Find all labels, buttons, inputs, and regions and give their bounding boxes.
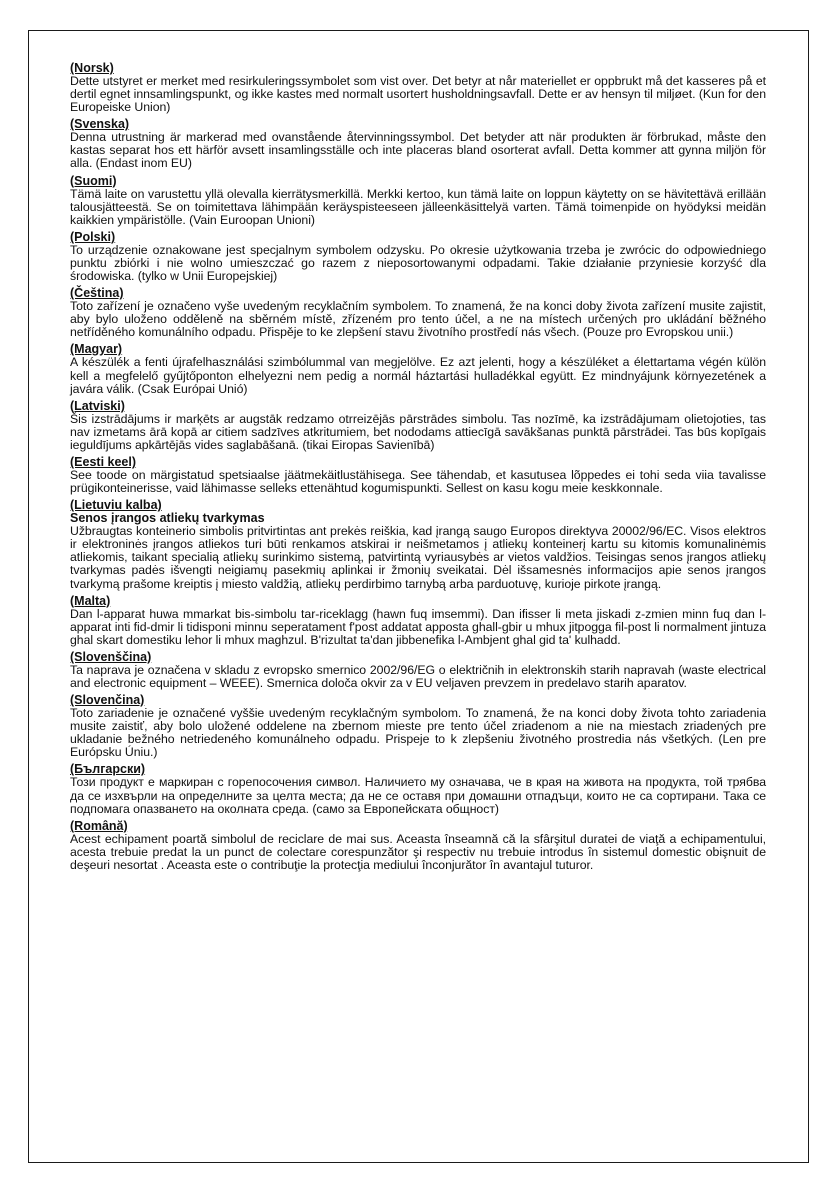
section-text: Този продукт е маркиран с горепосочения символ. Наличието му означава, че в края на живота на продукта, той трябва да се изхвърли на определните за целта места; да не се оставя при домашни отпадъци, които не са сортирани. Така се подпомага опазването на околната среда. (само за Европейската общност) <box>70 775 766 816</box>
section-svenska <box>70 118 766 170</box>
section-malta <box>70 595 766 647</box>
section-text: Užbraugtas konteinerio simbolis pritvirtintas ant prekės reiškia, kad įrangą saugo Europos direktyva 20002/96/EC. Visos elektros ir elektroninės įrangos atliekos turi būti renkamos atskirai ir neišmetamos į atliekų konteinerį kartu su kitomis komunalinėmis atliekomis, taikant specialią atliekų surinkimo sistemą, patvirtintą vyriausybės ar vietos valdžios. Teisingas senos įrangos atliekų tvarkymas padės išvengti neigiamų pasekmių aplinkai ir žmonių sveikatai. Dėl išsamesnės informacijos apie senos įrangos tvarkymą prašome kreiptis į miesto valdžią, atliekų perdirbimo tarnybą arba parduotuvę, kurioje pirkote įrangą. <box>70 524 766 591</box>
section-subheading: Senos įrangos atliekų tvarkymas <box>70 511 265 526</box>
section-magyar <box>70 343 766 395</box>
section-slovenscina <box>70 651 766 690</box>
section-heading: (Suomi) <box>70 173 117 188</box>
section-heading: (Svenska) <box>70 117 130 132</box>
section-lietuviu <box>70 499 766 590</box>
section-heading: (Eesti keel) <box>70 454 137 469</box>
section-heading: (Latviski) <box>70 398 125 413</box>
section-heading: (Malta) <box>70 593 111 608</box>
section-text: Ta naprava je označena v skladu z evropsko smernico 2002/96/EG o električnih in elektronskih starih napravah (waste electrical and electronic equipment – WEEE). Smernica določa okvir za v EU veljaven prevzem in predelavo starih aparatov. <box>70 662 766 690</box>
section-text: Toto zařízení je označeno vyše uvedeným recyklačním symbolem. To znamená, že na konci doby života zařízení musite zajistit, aby bylo uloženo odděleně na sběrném místě, zřízeném pro tento účel, a ne na místech určených pro ukládání běžného netříděného komunálního odpadu. Přispěje to ke zlepšení stavu životního prostředí nás všech. (Pouze pro Evropskou unii.) <box>70 299 766 340</box>
section-heading: (Polski) <box>70 229 116 244</box>
section-heading: (Slovenščina) <box>70 649 152 664</box>
section-suomi <box>70 175 766 227</box>
section-text: Toto zariadenie je označené vyššie uvedeným recyklačným symbolom. To znamená, že na konci doby života tohto zariadenia musite zaistiť, aby bolo uložené oddelene na zbernom mieste pre tento účel zriadenom a nie na miestach zriadených pre ukladanie bežného netriedeného komunálneho odpadu. Prispeje to k zlepšeniu životného prostredia nás všetkých. (Len pre Európsku Úniu.) <box>70 706 766 760</box>
section-cestina <box>70 287 766 339</box>
section-text: Acest echipament poartă simbolul de reciclare de mai sus. Aceasta înseamnă că la sfârşitul duratei de viaţă a echipamentului, acesta trebuie predat la un punct de colectare corespunzător şi respectiv nu trebuie introdus în sistemul domestic obişnuit de deşeuri nesortat . Aceasta este o contribuţie la protecţia mediului înconjurător în avantajul tuturor. <box>70 831 766 872</box>
section-text: A készülék a fenti újrafelhasználási szimbólummal van megjelölve. Ez azt jelenti, hogy a készüléket a élettartama végén külön kell a megfelelő gyűjtőponton elhelyezni nem pedig a normál háztartási hulladékkal együtt. Ez mindnyájunk környezetének a javára válik. (Csak Európai Unió) <box>70 355 766 396</box>
section-text: See toode on märgistatud spetsiaalse jäätmekäitlustähisega. See tähendab, et kasutusea lõppedes ei tohi seda viia tavalisse prügikonteinerisse, vaid lähimasse selleks ettenähtud kogumispunkti. Sellest on kasu kogu meie keskkonnale. <box>70 467 766 496</box>
section-text: Šis izstrādājums ir marķēts ar augstāk redzamo otrreizējās pārstrādes simbolu. Tas nozīmē, ka izstrādājumam olietojoties, tas nav izmetams ārā kopā ar citiem sadzīves atkritumiem, bet nododams attiecīgā savākšanas punktā pārstrādei. Tas būs kopīgais ieguldījums apkārtējās vides saglabāšanā. (tikai Eiropas Savienībā) <box>70 411 766 452</box>
section-eesti <box>70 456 766 495</box>
section-heading: (Lietuviu kalba) <box>70 498 162 513</box>
section-heading: (Slovenčina) <box>70 693 145 708</box>
section-heading: (Română) <box>70 818 128 833</box>
section-balgarski <box>70 763 766 815</box>
section-text: Dette utstyret er merket med resirkuleringssymbolet som vist over. Det betyr at når materiellet er oppbrukt må det kasseres på et dertil egnet innsamlingspunkt, og ikke kastes med normalt usortert husholdningsavfall. Dette er av hensyn til miljøet. (Kun for den Europeiske Union) <box>70 74 766 115</box>
section-text: Dan l-apparat huwa mmarkat bis-simbolu tar-riceklagg (hawn fuq imsemmi). Dan ifisser li meta jiskadi z-zmien minn fuq dan l-apparat inti fid-dmir li tidisponi minnu seperatament f'post addatat apposta ghall-gbir u mhux jitpogga fil-post li normalment jintuza ghal skart domestiku lehor li mhux maghzul. B'rizultat ta'dan jibbenefika l-Ambjent ghal gid ta' kulhadd. <box>70 606 766 647</box>
section-romana <box>70 820 766 872</box>
document-body <box>70 62 766 876</box>
section-text: Denna utrustning är markerad med ovanstående återvinningssymbol. Det betyder att när produkten är förbrukad, måste den kastas separat hos ett härför avsett insamlingsställe och inte placeras bland osorterat avfall. Detta kommer att gynna miljön för alla. (Endast inom EU) <box>70 130 766 171</box>
section-heading: (Norsk) <box>70 61 114 75</box>
section-text: To urządzenie oznakowane jest specjalnym symbolem odzysku. Po okresie użytkowania trzeba je zwrócic do odpowiedniego punktu zbiórki i nie wolno umieszczać go razem z nieposortowanymi odpadami. Takie działanie przyniesie korzyść dla środowiska. (tylko w Unii Europejskiej) <box>70 242 766 284</box>
section-heading: (Български) <box>70 762 146 777</box>
section-polski <box>70 231 766 283</box>
section-heading: (Magyar) <box>70 342 123 357</box>
section-slovencina <box>70 694 766 759</box>
section-latviski <box>70 400 766 452</box>
section-text: Tämä laite on varustettu yllä olevalla kierrätysmerkillä. Merkki kertoo, kun tämä laite on loppun käytetty on se hävitettävä erillään talousjätteestä. Se on toimitettava lähimpään keräyspisteeseen jälleenkäsittelyä varten. Tämä toimenpide on hyödyksi meidän kaikkien ympäristölle. (Vain Euroopan Unioni) <box>70 186 766 227</box>
section-heading: (Čeština) <box>70 286 124 301</box>
section-norsk <box>70 62 766 114</box>
